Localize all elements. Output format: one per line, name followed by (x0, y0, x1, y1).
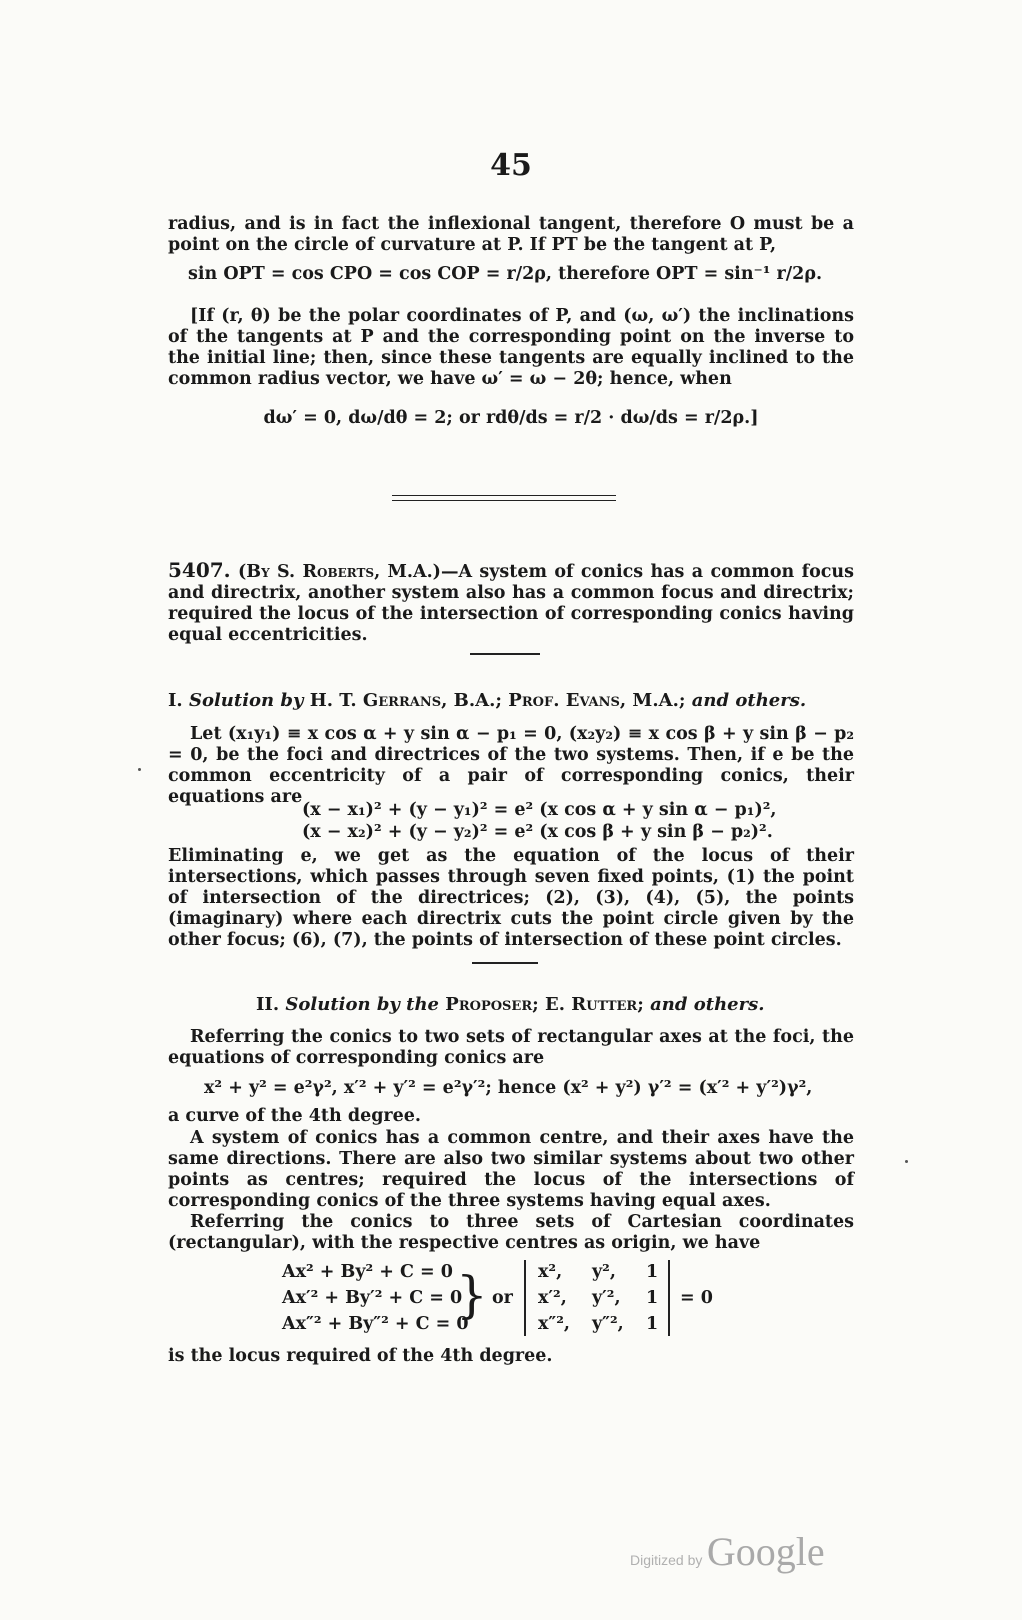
solution-2-names: Proposer; E. Rutter; (445, 994, 644, 1015)
solution-2-system: A system of conics has a common centre, and their axes have the same directions. There are also two similar systems about two other points as centres; required the locus of the intersections of corresponding conics of the three systems having equal axes. (168, 1128, 854, 1211)
det-cell: x′², (538, 1288, 567, 1308)
solution-1-tail: and others. (691, 690, 807, 711)
solution-2-number: II. (256, 994, 280, 1015)
det-cell: 1 (646, 1262, 659, 1282)
solution-1-heading (168, 690, 854, 711)
problem-number: 5407. (168, 558, 231, 582)
solution-1-names: H. T. Gerrans, B.A.; Prof. Evans, M.A.; (309, 690, 686, 711)
problem-5407 (168, 560, 854, 646)
det-cell: y″², (592, 1314, 624, 1334)
det-cell: x″², (538, 1314, 571, 1334)
det-cell: y′², (592, 1288, 621, 1308)
solution-2-locus: is the locus required of the 4th degree. (168, 1346, 553, 1366)
system-equation-1: Ax² + By² + C = 0 (282, 1262, 453, 1282)
solution-1-equation-b: (x − x₂)² + (y − y₂)² = e² (x cos β + y sin β − p₂)². (302, 822, 773, 842)
solution-1-text: Let (x₁y₁) ≡ x cos α + y sin α − p₁ = 0, (x₂y₂) ≡ x cos β + y sin β − p₂ = 0, be the foci and directrices of the two systems. Then, if e be the common eccentricity of a pair of corresponding conics, their equations are (168, 724, 854, 807)
equation-opt: sin OPT = cos CPO = cos COP = r/2ρ, therefore OPT = sin⁻¹ r/2ρ. (188, 264, 823, 284)
short-rule-1 (470, 653, 540, 655)
solution-1-number: I. (168, 690, 183, 711)
solution-1-conclusion: Eliminating e, we get as the equation of the locus of their intersections, which passes through seven fixed points, (1) the point of intersection of the directrices; (2), (3), (4), (5), the points (imaginary) where each directrix cuts the point circle given by the other focus; (6), (7), the points of intersection of these point circles. (168, 846, 854, 950)
system-equation-2: Ax′² + By′² + C = 0 (282, 1288, 463, 1308)
speck (138, 768, 141, 771)
problem-text: —A system of conics has a common focus and directrix, another system also has a common focus and directrix; required the locus of the intersection of corresponding conics having equal eccentricities. (168, 562, 855, 645)
page-number: 45 (490, 148, 532, 183)
equation-domega: dω′ = 0, dω/dθ = 2; or rdθ/ds = r/2 · dω/ds = r/2ρ.] (263, 408, 759, 428)
google-logo-icon: Google (706, 1529, 825, 1574)
det-cell: 1 (646, 1288, 659, 1308)
determinant-equals: = 0 (680, 1288, 713, 1308)
solution-2-cartesian: Referring the conics to three sets of Cartesian coordinates (rectangular), with the respective centres as origin, we have (168, 1212, 854, 1253)
determinant-bar-right (668, 1260, 670, 1336)
or-word: or (492, 1288, 513, 1308)
brace: } (456, 1266, 488, 1324)
solution-2-tail: and others. (650, 994, 765, 1015)
solution-1-equation-a: (x − x₁)² + (y − y₁)² = e² (x cos α + y sin α − p₁)², (302, 800, 777, 820)
solution-1-label: Solution by (188, 690, 304, 711)
solution-2-equation: x² + y² = e²γ², x′² + y′² = e²γ′²; hence (x² + y²) γ′² = (x′² + y′²)γ², (204, 1078, 813, 1098)
short-rule-2 (472, 962, 538, 964)
det-cell: x², (538, 1262, 563, 1282)
problem-author: (By S. Roberts, M.A.) (238, 562, 441, 582)
determinant-bar-left (524, 1260, 526, 1336)
solution-2-heading (256, 994, 942, 1015)
det-cell: 1 (646, 1314, 659, 1334)
system-equation-3: Ax″² + By″² + C = 0 (282, 1314, 469, 1334)
solution-2-label: Solution by the (285, 994, 439, 1015)
solution-2-degree: a curve of the 4th degree. (168, 1106, 422, 1126)
section-divider-top (392, 495, 616, 496)
paragraph-polar: [If (r, θ) be the polar coordinates of P, and (ω, ω′) the inclinations of the tangents at P and the corresponding point on the inverse to the initial line; then, since these tangents are equally inclined to the common radius vector, we have ω′ = ω − 2θ; hence, when (168, 306, 854, 389)
speck (905, 1160, 908, 1163)
solution-2-text: Referring the conics to two sets of rectangular axes at the foci, the equations of corresponding conics are (168, 1027, 854, 1068)
section-divider-bottom (392, 500, 616, 501)
paragraph-curvature: radius, and is in fact the inflexional tangent, therefore O must be a point on the circle of curvature at P. If PT be the tangent at P, (168, 214, 854, 255)
digitized-watermark (630, 1528, 825, 1575)
det-cell: y², (592, 1262, 616, 1282)
watermark-prefix: Digitized by (630, 1552, 703, 1568)
